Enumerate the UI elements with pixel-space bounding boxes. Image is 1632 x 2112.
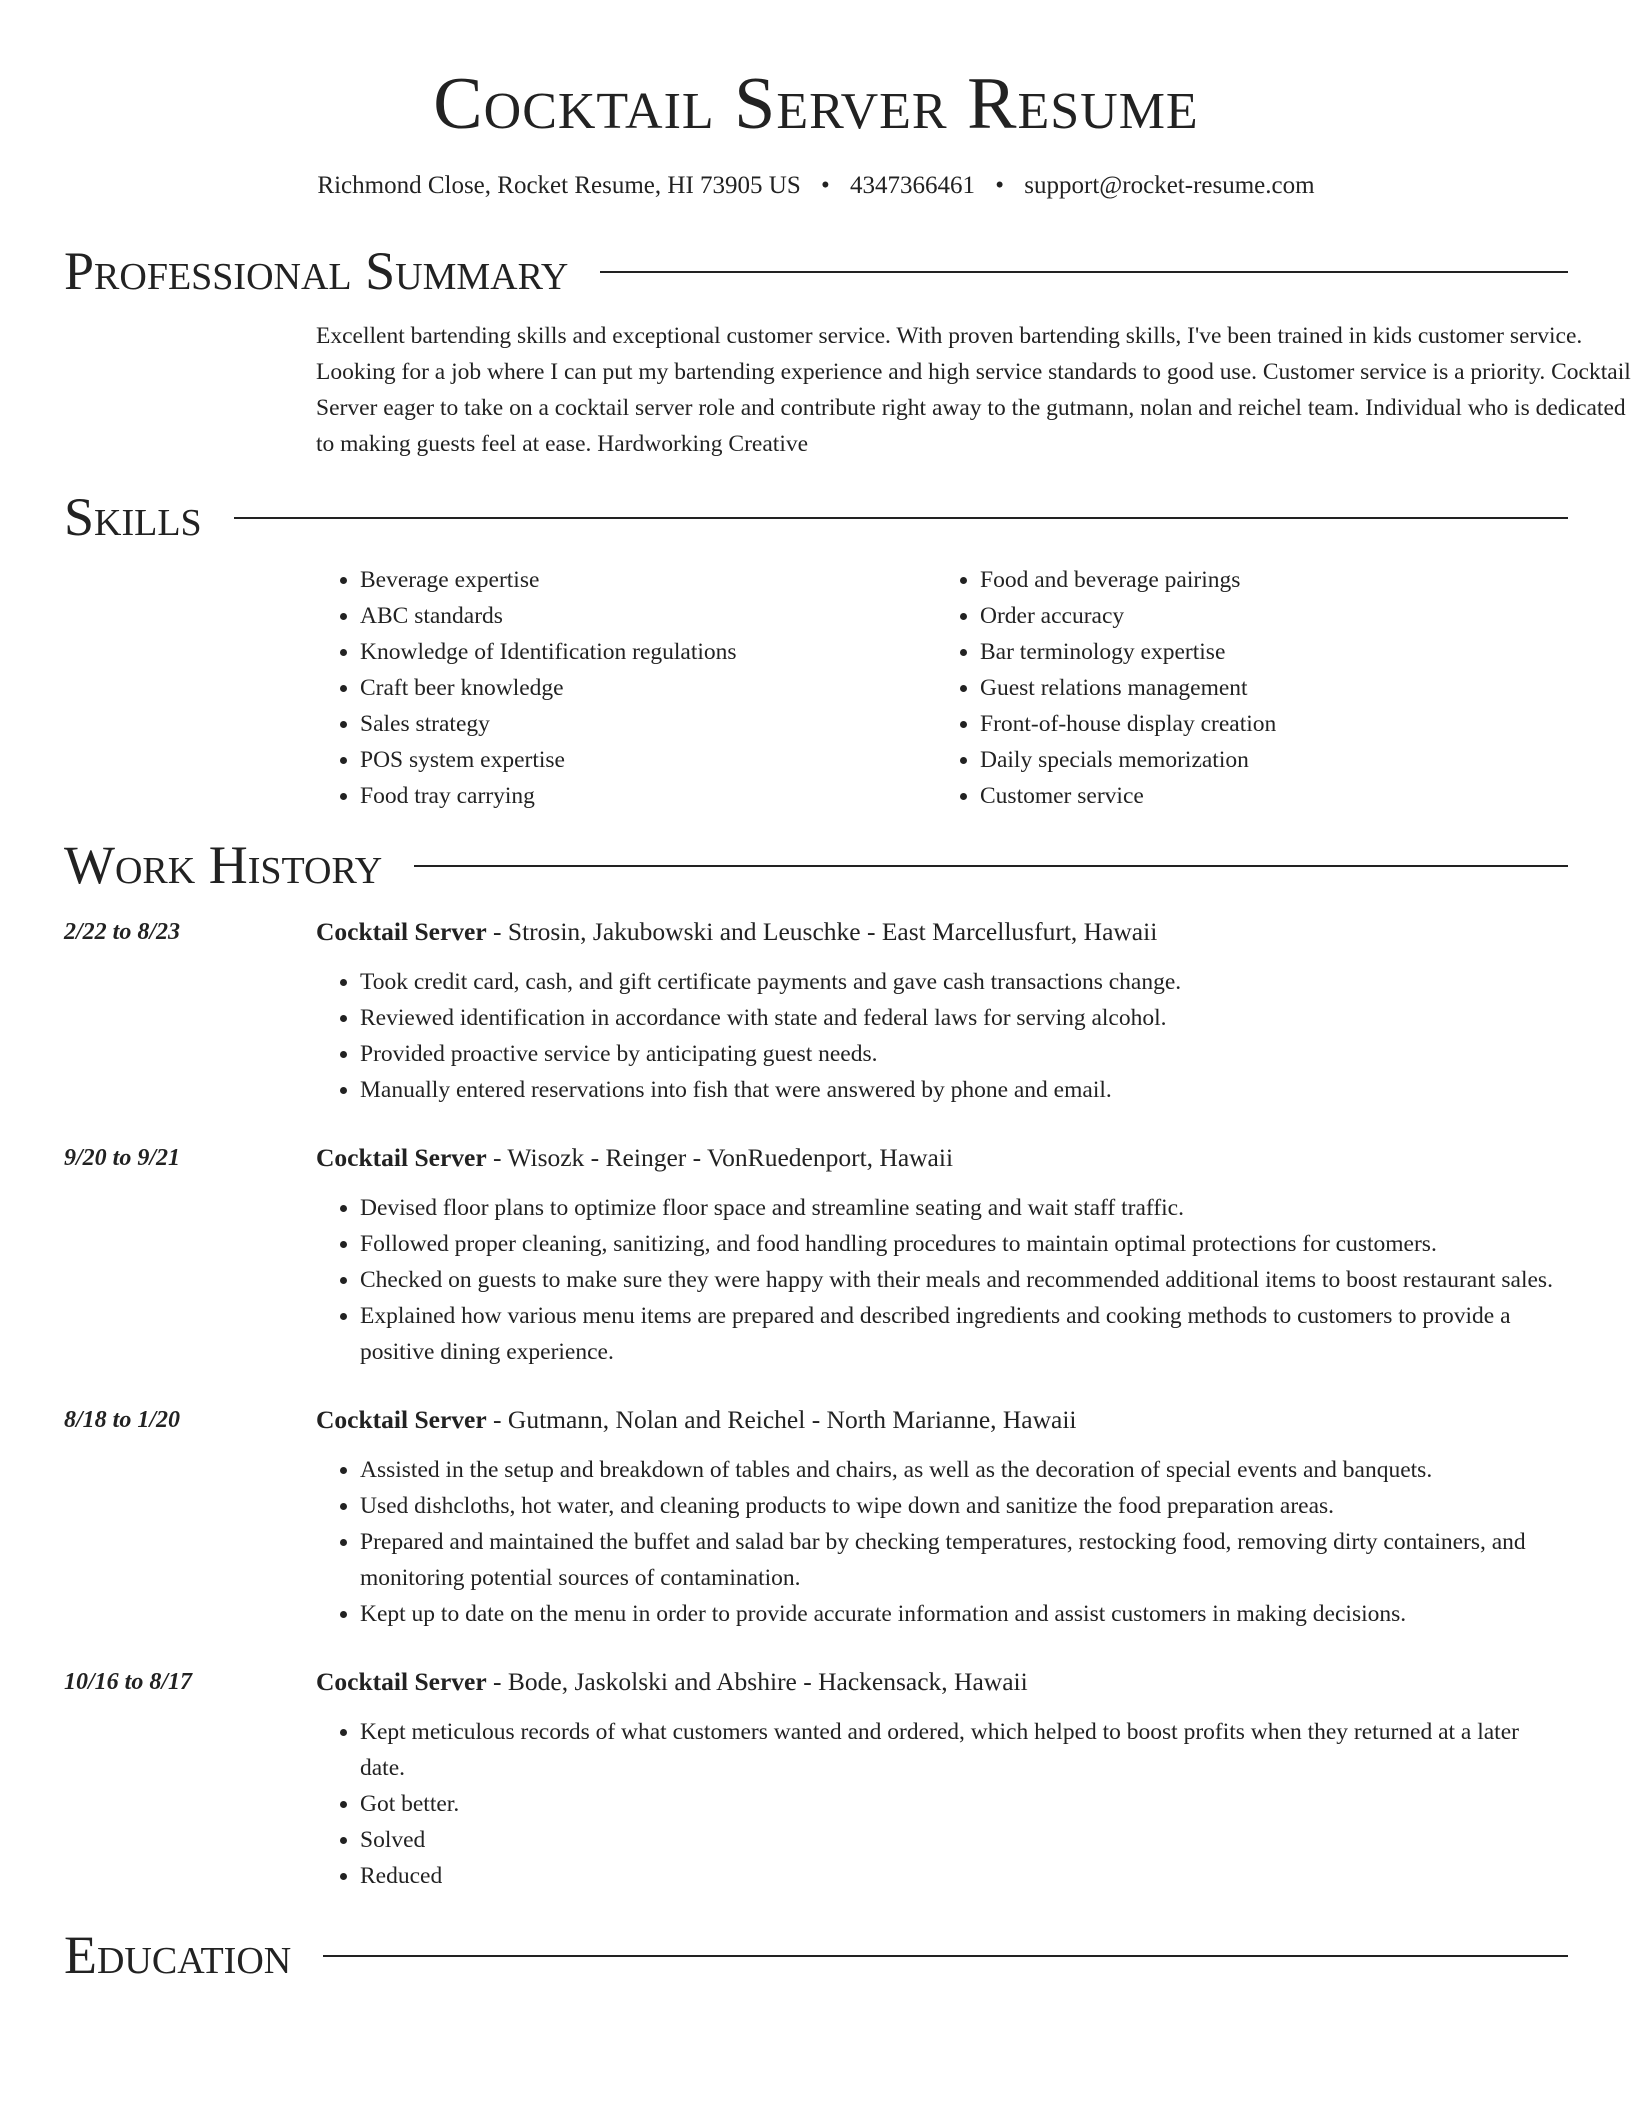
skill-item: • Sales strategy xyxy=(360,706,936,742)
job-bullet: • Explained how various menu items are prepared and described ingredients and cooking methods to customers to provide a positive dining experience. xyxy=(360,1298,1568,1370)
job-bullets xyxy=(316,1714,1568,1894)
skill-item: • POS system expertise xyxy=(360,742,936,778)
job-title: Cocktail Server xyxy=(316,1143,487,1172)
contact-email: support@rocket-resume.com xyxy=(1024,172,1315,199)
skills-lists xyxy=(316,562,1568,814)
section-divider xyxy=(234,517,1568,519)
skill-item: • Bar terminology expertise xyxy=(980,634,1552,670)
job-bullet: • Took credit card, cash, and gift certificate payments and gave cash transactions change. xyxy=(360,964,1568,1000)
job-info xyxy=(316,914,1568,1108)
job-bullets xyxy=(316,1190,1568,1370)
job-bullet: • Checked on guests to make sure they were happy with their meals and recommended additional items to boost restaurant sales. xyxy=(360,1262,1568,1298)
job-bullet: • Solved xyxy=(360,1822,1568,1858)
job-employer: - Wisozk - Reinger - VonRuedenport, Hawaii xyxy=(486,1143,954,1172)
job-bullet: • Reviewed identification in accordance with state and federal laws for serving alcohol. xyxy=(360,1000,1568,1036)
job-employer: - Bode, Jaskolski and Abshire - Hackensack, Hawaii xyxy=(486,1667,1028,1696)
job-bullets xyxy=(316,964,1568,1108)
section-divider xyxy=(323,1955,1568,1957)
skill-item: • Knowledge of Identification regulations xyxy=(360,634,936,670)
job-title-line xyxy=(316,1664,1568,1700)
education-section xyxy=(64,1920,1568,1990)
contact-address: Richmond Close, Rocket Resume, HI 73905 US xyxy=(317,172,801,199)
summary-text: Excellent bartending skills and exceptional customer service. With proven bartending skills, I've been trained in kids customer service. Looking for a job where I can put my bartending experience and high service standards to good use. Customer service is a priority. Cocktail Server eager to take on a cocktail server role and contribute right away to the gutmann, nolan and reichel team. Individual who is dedicated to making guests feel at ease. Hardworking Creative xyxy=(316,323,1631,457)
skill-item: • Front-of-house display creation xyxy=(980,706,1552,742)
skills-header xyxy=(64,482,1568,552)
contact-separator: • xyxy=(995,172,1005,199)
job-dates: 2/22 to 8/23 xyxy=(64,919,181,945)
job-title-line xyxy=(316,1402,1568,1438)
skill-item: • Food tray carrying xyxy=(360,778,936,814)
job-entry xyxy=(64,914,1568,1108)
work-history-header xyxy=(64,830,1568,900)
contact-line xyxy=(64,170,1568,202)
work-history-heading: Work History xyxy=(64,835,383,895)
skills-list-left xyxy=(316,562,936,814)
summary-header xyxy=(64,236,1568,306)
job-bullet: • Assisted in the setup and breakdown of tables and chairs, as well as the decoration of special events and banquets. xyxy=(360,1452,1568,1488)
job-info xyxy=(316,1140,1568,1370)
education-header xyxy=(64,1920,1568,1990)
section-divider xyxy=(414,865,1568,867)
skill-item: • Guest relations management xyxy=(980,670,1552,706)
job-info xyxy=(316,1664,1568,1894)
job-bullet: • Provided proactive service by anticipating guest needs. xyxy=(360,1036,1568,1072)
job-title-line xyxy=(316,1140,1568,1176)
skill-item: • Food and beverage pairings xyxy=(980,562,1552,598)
job-bullet: • Reduced xyxy=(360,1858,1568,1894)
job-title: Cocktail Server xyxy=(316,917,487,946)
job-bullet: • Used dishcloths, hot water, and cleaning products to wipe down and sanitize the food preparation areas. xyxy=(360,1488,1568,1524)
skill-item: • Order accuracy xyxy=(980,598,1552,634)
job-info xyxy=(316,1402,1568,1632)
job-bullet: • Devised floor plans to optimize floor space and streamline seating and wait staff traffic. xyxy=(360,1190,1568,1226)
job-employer: - Strosin, Jakubowski and Leuschke - East Marcellusfurt, Hawaii xyxy=(486,917,1158,946)
skill-item: • Craft beer knowledge xyxy=(360,670,936,706)
job-title-line xyxy=(316,914,1568,950)
skill-item: • ABC standards xyxy=(360,598,936,634)
job-dates: 10/16 to 8/17 xyxy=(64,1669,193,1695)
work-history-section xyxy=(64,830,1568,1894)
job-bullet: • Got better. xyxy=(360,1786,1568,1822)
job-entry xyxy=(64,1140,1568,1370)
job-bullet: • Followed proper cleaning, sanitizing, and food handling procedures to maintain optimal protections for customers. xyxy=(360,1226,1568,1262)
skills-heading: Skills xyxy=(64,487,202,547)
job-title: Cocktail Server xyxy=(316,1405,487,1434)
job-bullet: • Kept meticulous records of what customers wanted and ordered, which helped to boost profits when they returned at a later date. xyxy=(360,1714,1568,1786)
skill-item: • Daily specials memorization xyxy=(980,742,1552,778)
contact-phone: 4347366461 xyxy=(850,172,975,199)
job-employer: - Gutmann, Nolan and Reichel - North Marianne, Hawaii xyxy=(486,1405,1077,1434)
summary-section xyxy=(64,236,1631,462)
contact-separator: • xyxy=(820,172,830,199)
section-divider xyxy=(600,271,1568,273)
skill-item: • Customer service xyxy=(980,778,1552,814)
job-entry xyxy=(64,1664,1568,1894)
job-bullets xyxy=(316,1452,1568,1632)
job-title: Cocktail Server xyxy=(316,1667,487,1696)
job-bullet: • Prepared and maintained the buffet and salad bar by checking temperatures, restocking food, removing dirty containers, and monitoring potential sources of contamination. xyxy=(360,1524,1568,1596)
job-dates: 8/18 to 1/20 xyxy=(64,1407,181,1433)
job-bullet: • Manually entered reservations into fish that were answered by phone and email. xyxy=(360,1072,1568,1108)
job-entry xyxy=(64,1402,1568,1632)
education-heading: Education xyxy=(64,1925,292,1985)
job-bullet: • Kept up to date on the menu in order to provide accurate information and assist customers in making decisions. xyxy=(360,1596,1568,1632)
skill-item: • Beverage expertise xyxy=(360,562,936,598)
skills-section xyxy=(64,482,1568,814)
skills-list-right xyxy=(936,562,1552,814)
resume-title: Cocktail Server Resume xyxy=(433,63,1199,145)
summary-heading: Professional Summary xyxy=(64,241,569,301)
job-dates: 9/20 to 9/21 xyxy=(64,1145,181,1171)
